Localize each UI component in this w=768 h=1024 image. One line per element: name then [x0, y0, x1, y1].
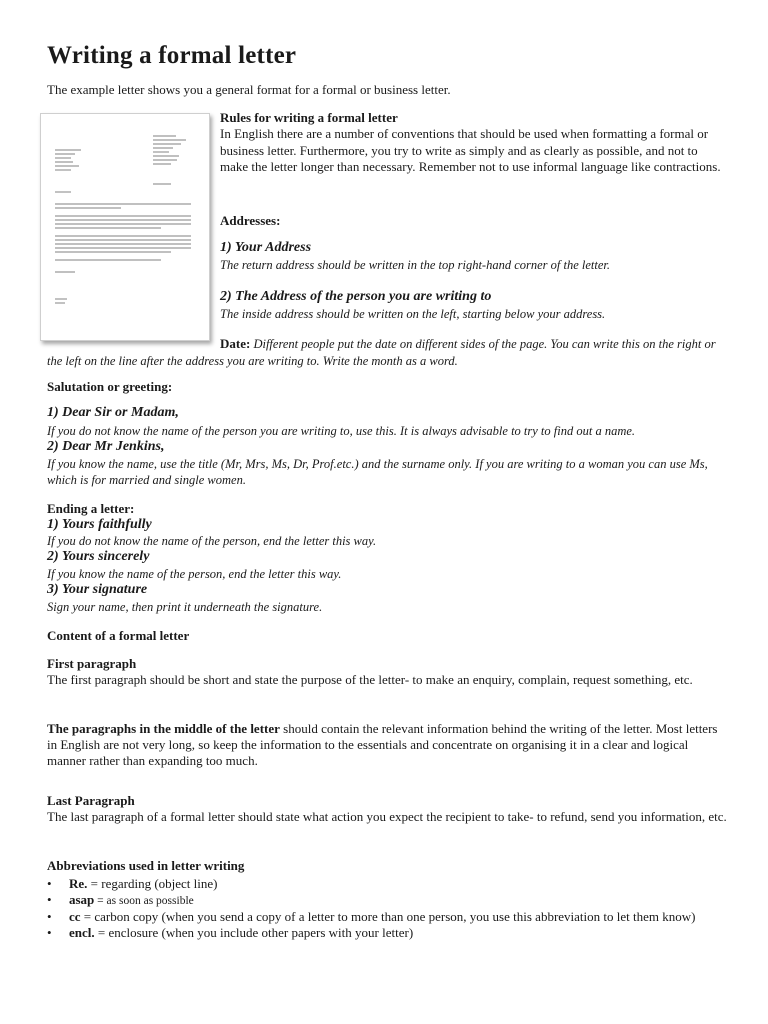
bullet-icon: • [47, 925, 52, 940]
your-address-text: The return address should be written in the top right-hand corner of the letter. [220, 258, 611, 272]
addresses-heading: Addresses: [220, 213, 281, 228]
bullet-icon: • [47, 876, 52, 891]
salutation-item1-title: 1) Dear Sir or Madam, [47, 405, 179, 420]
ending-item2-title: 2) Yours sincerely [47, 549, 150, 564]
recipient-address-title: 2) The Address of the person you are writing to [220, 289, 492, 304]
ending-item2-text: If you know the name of the person, end the letter this way. [47, 567, 342, 581]
content-heading: Content of a formal letter [47, 628, 190, 643]
example-letter-thumbnail [40, 113, 210, 341]
date-label: Date: [220, 336, 251, 351]
intro-text: The example letter shows you a general format for a formal or business letter. [47, 82, 451, 97]
list-item [47, 876, 727, 892]
ending-item1-text: If you do not know the name of the person, end the letter this way. [47, 534, 377, 548]
middle-paragraph [47, 721, 727, 769]
recipient-address-text: The inside address should be written on the left, starting below your address. [220, 307, 606, 321]
page-title: Writing a formal letter [47, 42, 297, 69]
abbr-definition: = enclosure (when you include other papers with your letter) [94, 925, 414, 940]
abbr-definition: = as soon as possible [94, 895, 194, 907]
salutation-item1-text: If you do not know the name of the person you are writing to, use this. It is always advisable to try to find out a name. [47, 424, 636, 438]
abbr-term: Re. [69, 876, 88, 891]
salutation-heading: Salutation or greeting: [47, 379, 173, 394]
last-paragraph-text: The last paragraph of a formal letter should state what action you expect the recipient to take- to refund, send you information, etc. [47, 809, 727, 824]
middle-paragraph-text: should contain the relevant information behind the writing of the letter. Most letters in English are not very long, so keep the information to the essentials and concentrate on organising it in a clear and logical manner rather than expanding too much. [47, 721, 718, 768]
abbr-term: encl. [69, 925, 95, 940]
ending-heading: Ending a letter: [47, 501, 135, 516]
bullet-icon: • [47, 909, 52, 924]
abbreviations-list [47, 876, 727, 941]
middle-paragraph-lead: The paragraphs in the middle of the letter [47, 721, 280, 736]
rules-body: In English there are a number of conventions that should be used when formatting a formal or business letter. Furthermore, you try to write as simply and as clearly as possible, and not to make the letter longer than necessary. Remember not to use informal language like contractions. [220, 126, 721, 174]
first-paragraph-text: The first paragraph should be short and state the purpose of the letter- to make an enquiry, complain, request something, etc. [47, 672, 693, 687]
list-item [47, 925, 727, 941]
salutation-item2-title: 2) Dear Mr Jenkins, [47, 439, 165, 454]
ending-item3-text: Sign your name, then print it underneath the signature. [47, 600, 323, 614]
bullet-icon: • [47, 892, 52, 907]
rules-heading: Rules for writing a formal letter [220, 110, 398, 125]
abbreviations-heading: Abbreviations used in letter writing [47, 858, 245, 873]
list-item [47, 909, 727, 925]
abbr-term: cc [69, 909, 81, 924]
last-paragraph-title: Last Paragraph [47, 793, 135, 808]
abbr-definition: = carbon copy (when you send a copy of a letter to more than one person, you use this abbreviation to let them know) [80, 909, 696, 924]
abbr-term: asap [69, 892, 95, 907]
first-paragraph-title: First paragraph [47, 656, 137, 671]
date-text: Different people put the date on different sides of the page. You can write this on the right or the left on the line after the address you are writing to. Write the month as a word. [47, 337, 716, 368]
date-paragraph [47, 335, 727, 370]
salutation-item2-text: If you know the name, use the title (Mr, Mrs, Ms, Dr, Prof.etc.) and the surname only. If you are writing to a woman you can use Ms, which is for married and single women. [47, 457, 708, 487]
your-address-title: 1) Your Address [220, 240, 312, 255]
abbr-definition: = regarding (object line) [87, 876, 218, 891]
ending-item1-title: 1) Yours faithfully [47, 517, 152, 532]
example-letter-illustration [41, 114, 209, 340]
ending-item3-title: 3) Your signature [47, 582, 148, 597]
list-item [47, 892, 727, 909]
